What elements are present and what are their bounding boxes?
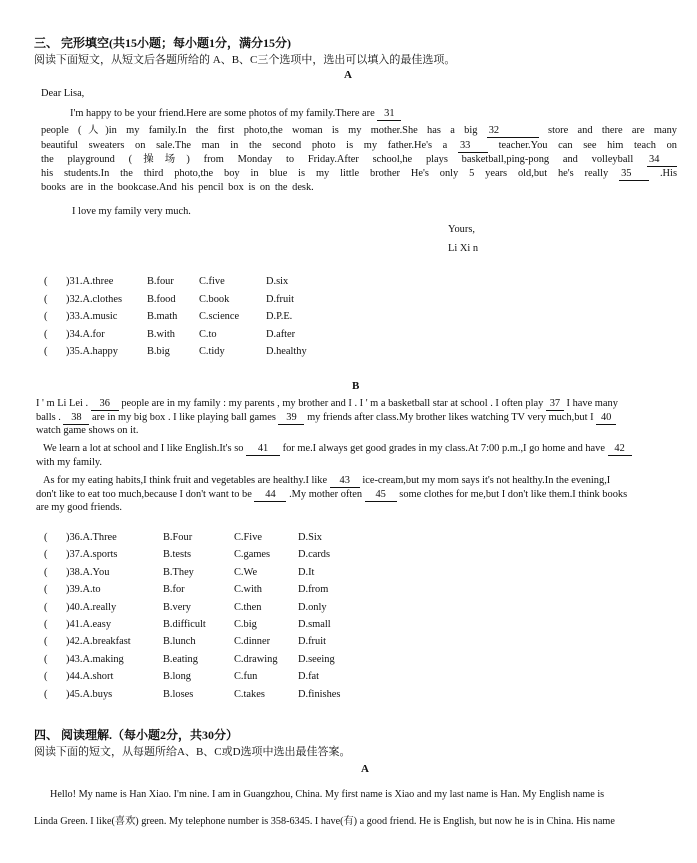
answer-bracket: ( [44, 328, 48, 340]
blank-37: 37 [546, 398, 564, 411]
question-row [0, 654, 697, 669]
text-run: people (人)in my family.In the first photo,the woman is my mother.She has a big [41, 125, 478, 136]
letter-closing: I love my family very much. [72, 206, 191, 217]
text-run: I'm happy to be your friend.Here are some photos of my family.There are [70, 108, 375, 119]
section-3-title: 三、 完形填空(共15小题；每小题1分，满分15分) [34, 36, 291, 50]
question-option-c: C.science [199, 311, 240, 323]
question-option-b: B.tests [163, 549, 192, 561]
answer-bracket: ( [44, 601, 48, 613]
question-option-d: D.fat [298, 671, 320, 683]
blank-36: 36 [91, 398, 119, 411]
blank-31: 31 [377, 108, 401, 121]
question-option-c: C.games [234, 549, 271, 561]
question-option-a: )42.A.breakfast [66, 636, 131, 648]
text-run: my friends after class.My brother likes watching TV very much,but I [307, 412, 594, 423]
text-run: .My mother often [289, 489, 363, 500]
answer-bracket: ( [44, 346, 48, 358]
text-run: for me.I always get good grades in my class.At 7:00 p.m.,I go home and have [282, 443, 605, 454]
question-option-c: C.big [234, 619, 257, 630]
passage-a-line [41, 166, 677, 181]
text-run: are in my big box . I like playing ball games [92, 412, 276, 423]
passage-b-line: watch game shows on it. [36, 425, 139, 436]
answer-bracket: ( [44, 653, 48, 665]
question-option-d: D.P.E. [266, 311, 293, 323]
question-option-c: C.Five [234, 532, 263, 543]
question-row [0, 636, 697, 651]
question-option-c: C.We [234, 566, 258, 578]
question-option-c: C.then [234, 601, 262, 613]
text-run: .His [659, 168, 677, 179]
question-row [0, 549, 697, 564]
question-option-b: B.math [147, 311, 178, 323]
question-option-a: )44.A.short [66, 671, 114, 683]
answer-bracket: ( [44, 276, 48, 287]
question-row [0, 602, 697, 617]
blank-40: 40 [596, 412, 616, 425]
section-4-title: 四、 阅读理解.（每小题2分，共30分） [34, 728, 239, 742]
blank-43: 43 [330, 475, 360, 488]
question-option-a: )45.A.buys [66, 688, 113, 700]
question-option-d: D.after [266, 328, 296, 340]
question-option-d: D.six [266, 276, 289, 287]
text-run: balls . [36, 412, 61, 423]
question-row [0, 584, 697, 599]
question-option-a: )34.A.for [66, 328, 105, 340]
question-option-d: D.It [298, 566, 315, 578]
text-run: his students.In the third photo,the boy in blue is my little brother He's only 5 years old,but he's really [41, 168, 609, 179]
answer-bracket: ( [44, 688, 48, 700]
section-4-instruction: 阅读下面的短文，从每题所给A、B、C或D选项中选出最佳答案。 [34, 746, 351, 758]
question-option-b: B.with [147, 328, 176, 340]
passage-a-line: books are in the bookcase.And his pencil box is on the desk. [41, 182, 314, 193]
passage-a-line [41, 152, 677, 167]
passage-b-line [43, 473, 610, 488]
reading-a-line: Linda Green. I like(喜欢) green. My telephone number is 358-6345. I have(有) a good friend. He is English, but now he is in China. His name [34, 816, 615, 827]
question-row [0, 619, 697, 634]
question-option-b: B.for [163, 584, 185, 596]
question-row [0, 294, 697, 309]
text-run: As for my eating habits,I think fruit and vegetables are healthy.I like [43, 475, 328, 486]
question-option-d: D.seeing [298, 653, 335, 665]
question-option-c: C.tidy [199, 346, 225, 358]
question-option-a: )31.A.three [66, 276, 114, 287]
question-option-d: D.cards [298, 549, 331, 561]
blank-45: 45 [365, 489, 397, 502]
text-run: people are in my family : my parents , my brother and I . I ' m a basketball star at school . I often play [121, 398, 544, 409]
blank-33: 33 [458, 140, 488, 153]
question-option-a: )43.A.making [66, 653, 124, 665]
text-run: ice-cream,but my mom says it's not healthy.In the evening,I [362, 475, 611, 486]
passage-a-line [70, 106, 401, 121]
answer-bracket: ( [44, 311, 48, 323]
passage-b-line: with my family. [36, 457, 102, 468]
blank-41: 41 [246, 443, 280, 456]
question-option-d: D.finishes [298, 688, 341, 700]
question-row [0, 532, 697, 547]
question-option-c: C.drawing [234, 653, 278, 665]
text-run: beautiful sweaters on sale.The man in the second photo is my father.He's a [41, 140, 448, 151]
letter-signature: Li Xi n [448, 243, 479, 254]
text-run: We learn a lot at school and I like English.It's so [43, 443, 244, 454]
question-option-c: C.to [199, 328, 217, 340]
question-option-a: )40.A.really [66, 601, 117, 613]
question-option-d: D.from [298, 584, 329, 596]
question-option-a: )37.A.sports [66, 549, 118, 561]
passage-b-line [36, 487, 627, 502]
reading-a-line: Hello! My name is Han Xiao. I'm nine. I am in Guangzhou, China. My first name is Xiao and my last name is Han. My English name is [50, 789, 605, 800]
answer-bracket: ( [44, 584, 48, 596]
answer-bracket: ( [44, 636, 48, 648]
blank-38: 38 [63, 412, 89, 425]
question-row [0, 311, 697, 326]
question-option-b: B.They [163, 566, 194, 578]
question-option-c: C.dinner [234, 636, 271, 648]
answer-bracket: ( [44, 532, 48, 543]
question-row [0, 671, 697, 686]
answer-bracket: ( [44, 566, 48, 578]
passage-a-label: A [344, 69, 352, 81]
question-option-b: B.difficult [163, 619, 206, 630]
letter-sign-off: Yours, [448, 224, 475, 235]
text-run: store and there are many [548, 125, 677, 136]
question-option-a: )35.A.happy [66, 346, 118, 358]
passage-b-line: are my good friends. [36, 502, 122, 513]
text-run: don't like to eat too much,because I don't want to be [36, 489, 252, 500]
question-option-c: C.book [199, 293, 230, 305]
reading-a-label: A [361, 763, 369, 775]
text-run: some clothes for me,but I don't like them.I think books [399, 489, 628, 500]
passage-b-line [43, 441, 632, 456]
question-option-a: )36.A.Three [66, 532, 117, 543]
question-option-b: B.four [147, 276, 174, 287]
question-option-a: )32.A.clothes [66, 293, 122, 305]
question-option-b: B.loses [163, 688, 194, 700]
letter-greeting: Dear Lisa, [41, 88, 85, 99]
answer-bracket: ( [44, 549, 48, 561]
passage-a-line [41, 123, 677, 138]
question-option-a: )33.A.music [66, 311, 118, 323]
blank-44: 44 [254, 489, 286, 502]
question-option-a: )39.A.to [66, 584, 101, 596]
text-run: teacher.You can see him teach on [498, 140, 677, 151]
question-option-d: D.only [298, 601, 327, 613]
question-row [0, 689, 697, 704]
question-row [0, 329, 697, 344]
question-option-d: D.small [298, 619, 331, 630]
question-option-c: C.fun [234, 671, 258, 683]
blank-39: 39 [278, 412, 304, 425]
text-run: the playground (操场) from Monday to Friday.After school,he plays basketball,ping-pong and volleyball [41, 154, 634, 165]
blank-32: 32 [487, 125, 539, 138]
question-option-a: )38.A.You [66, 566, 110, 578]
question-option-b: B.big [147, 346, 170, 358]
question-row [0, 346, 697, 361]
section-3-instruction: 阅读下面短文，从短文后各题所给的 A、B、C三个选项中，选出可以填入的最佳选项。 [34, 54, 456, 66]
blank-42: 42 [608, 443, 632, 456]
question-option-c: C.with [234, 584, 263, 596]
question-option-c: C.five [199, 276, 225, 287]
passage-a-line [41, 138, 677, 153]
question-option-b: B.food [147, 293, 176, 305]
answer-bracket: ( [44, 619, 48, 630]
question-option-b: B.Four [163, 532, 193, 543]
blank-34: 34 [647, 154, 677, 167]
question-option-b: B.lunch [163, 636, 196, 648]
text-run: I ' m Li Lei . [36, 398, 89, 409]
question-option-c: C.takes [234, 688, 265, 700]
text-run: I have many [566, 398, 618, 409]
question-option-b: B.eating [163, 653, 198, 665]
question-option-d: D.fruit [298, 636, 326, 648]
answer-bracket: ( [44, 293, 48, 305]
blank-35: 35 [619, 168, 649, 181]
question-option-a: )41.A.easy [66, 619, 112, 630]
passage-b-label: B [352, 380, 360, 392]
question-row [0, 276, 697, 291]
question-option-d: D.fruit [266, 293, 294, 305]
passage-b-line [36, 396, 618, 411]
question-option-b: B.very [163, 601, 191, 613]
question-option-d: D.healthy [266, 346, 307, 358]
answer-bracket: ( [44, 671, 48, 683]
question-option-d: D.Six [298, 532, 322, 543]
question-row [0, 567, 697, 582]
question-option-b: B.long [163, 671, 192, 683]
